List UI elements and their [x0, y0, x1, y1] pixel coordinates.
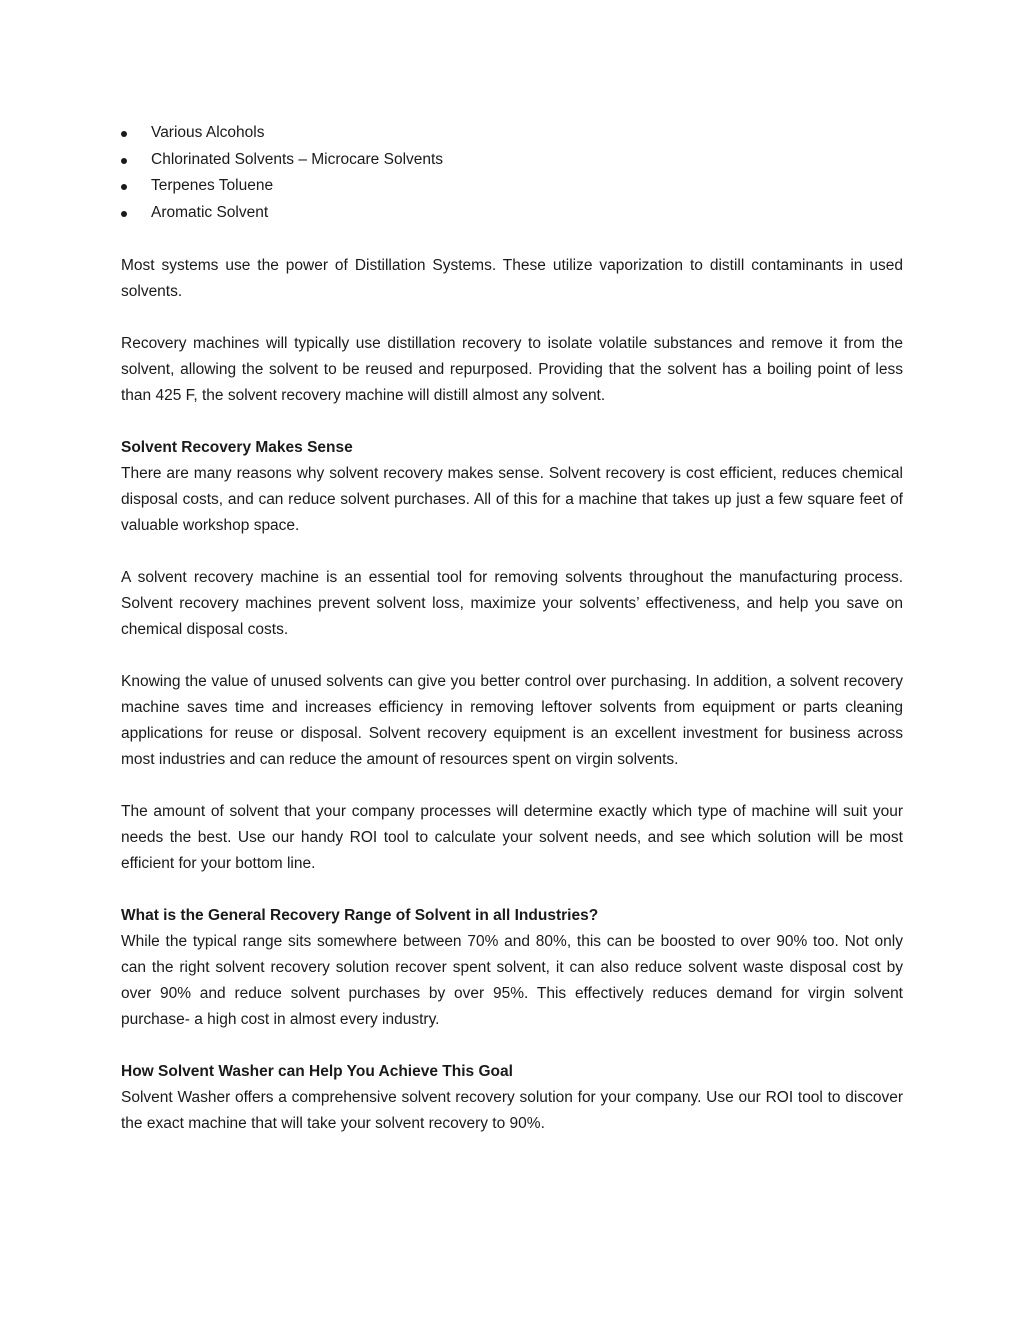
section-body: While the typical range sits somewhere between 70% and 80%, this can be boosted to over 90% too. Not only can the right solvent recovery solution recover spent solvent, it can also reduce solvent waste disposal cost by over 90% and reduce solvent purchases by over 95%. This effectively reduces demand for virgin solvent purchase- a high cost in almost every industry.	[121, 932, 903, 1028]
list-item	[121, 120, 903, 147]
section-solvent-recovery-makes-sense	[121, 435, 903, 539]
section-body: There are many reasons why solvent recovery makes sense. Solvent recovery is cost efficient, reduces chemical disposal costs, and can reduce solvent purchases. All of this for a machine that takes up just a few square feet of valuable workshop space.	[121, 464, 903, 534]
list-item	[121, 147, 903, 174]
list-item-text: Chlorinated Solvents – Microcare Solvents	[151, 150, 444, 168]
list-item-text: Aromatic Solvent	[151, 204, 269, 222]
section-heading: How Solvent Washer can Help You Achieve This Goal	[121, 1062, 513, 1080]
section-heading: What is the General Recovery Range of Solvent in all Industries?	[121, 906, 599, 924]
paragraph-roi-tool: The amount of solvent that your company processes will determine exactly which type of machine will suit your needs the best. Use our handy ROI tool to calculate your solvent needs, and see which solution will be most efficient for your bottom line.	[121, 802, 903, 872]
paragraph-unused-solvents: Knowing the value of unused solvents can give you better control over purchasing. In addition, a solvent recovery machine saves time and increases efficiency in removing leftover solvents from equipment or parts cleaning applications for reuse or disposal. Solvent recovery equipment is an excellent investment for business across most industries and can reduce the amount of resources spent on virgin solvents.	[121, 672, 903, 768]
section-heading: Solvent Recovery Makes Sense	[121, 438, 353, 456]
section-body: Solvent Washer offers a comprehensive solvent recovery solution for your company. Use our ROI tool to discover the exact machine that will take your solvent recovery to 90%.	[121, 1088, 903, 1132]
list-item-text: Various Alcohols	[151, 124, 265, 141]
paragraph-distillation-systems: Most systems use the power of Distillation Systems. These utilize vaporization to distill contaminants in used solvents.	[121, 256, 903, 300]
bullet-icon	[121, 131, 127, 137]
paragraph-recovery-machines: Recovery machines will typically use distillation recovery to isolate volatile substances and remove it from the solvent, allowing the solvent to be reused and repurposed. Providing that the solvent has a boiling point of less than 425 F, the solvent recovery machine will distill almost any solvent.	[121, 334, 903, 404]
section-recovery-range	[121, 903, 903, 1033]
document-page	[121, 120, 903, 1163]
bullet-icon	[121, 158, 127, 164]
list-item	[121, 200, 903, 227]
list-item	[121, 173, 903, 200]
solvent-type-list	[121, 120, 903, 227]
bullet-icon	[121, 184, 127, 190]
paragraph-essential-tool: A solvent recovery machine is an essential tool for removing solvents throughout the manufacturing process. Solvent recovery machines prevent solvent loss, maximize your solvents’ effectiveness, and help you save on chemical disposal costs.	[121, 568, 903, 638]
list-item-text: Terpenes Toluene	[151, 177, 274, 195]
section-solvent-washer-goal	[121, 1059, 903, 1137]
bullet-icon	[121, 211, 127, 217]
